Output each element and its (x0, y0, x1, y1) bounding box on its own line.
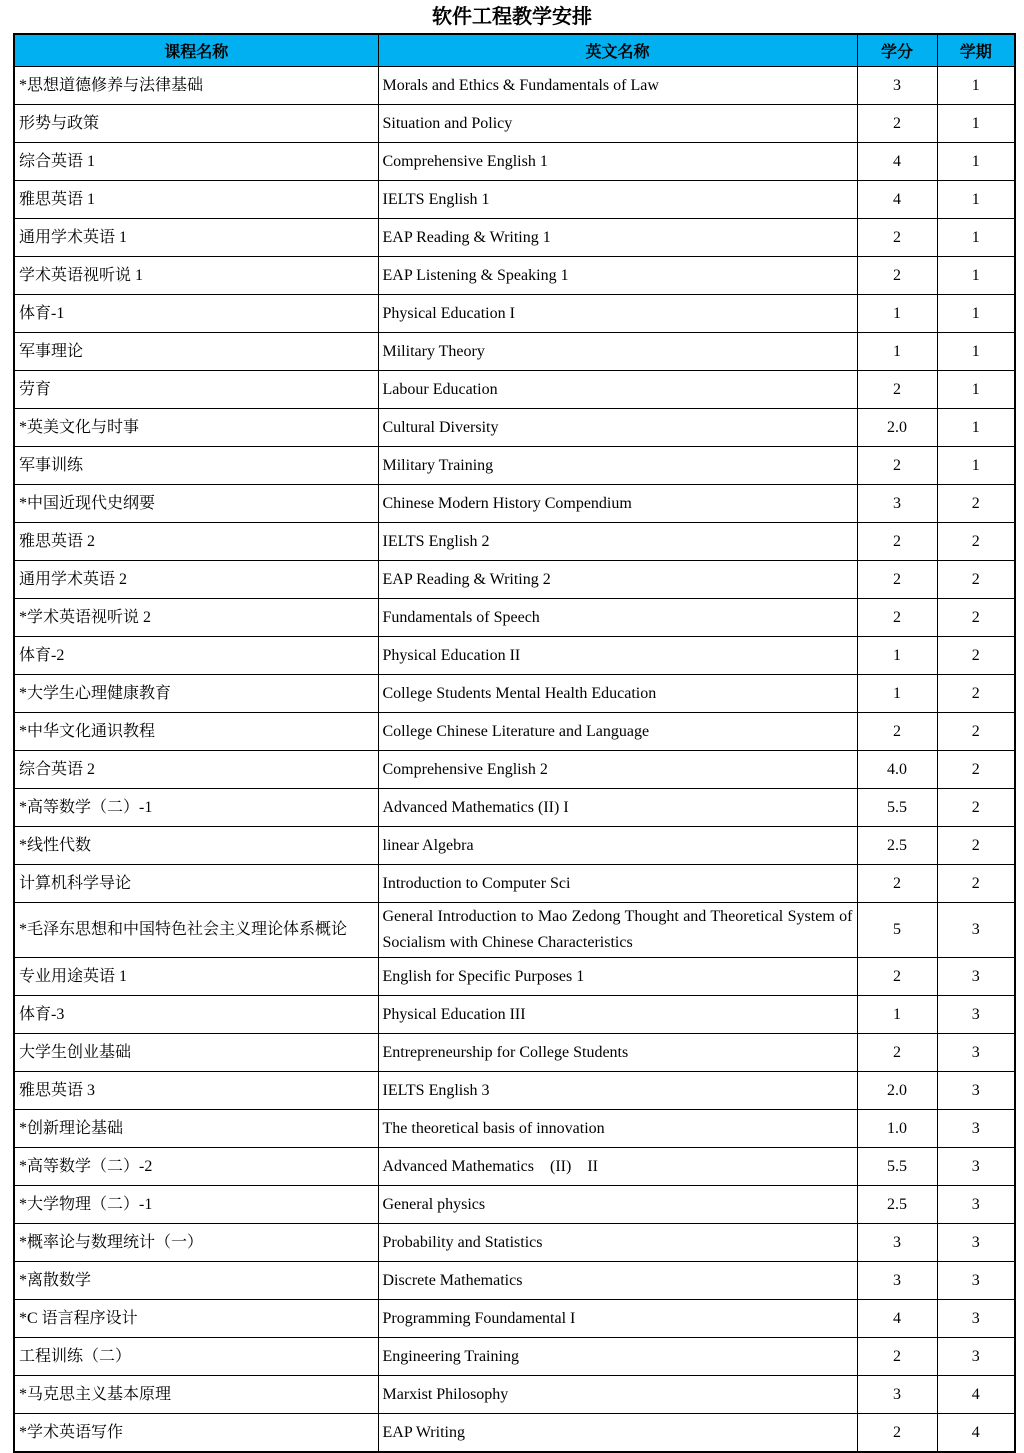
course-name-cell: *马克思主义基本原理 (14, 1376, 378, 1414)
semester-cell: 3 (937, 1110, 1015, 1148)
credits-cell: 2 (857, 447, 937, 485)
semester-cell: 2 (937, 561, 1015, 599)
english-name-cell: EAP Reading & Writing 1 (378, 219, 857, 257)
table-row (14, 789, 1015, 827)
semester-cell: 3 (937, 1072, 1015, 1110)
semester-cell: 1 (937, 257, 1015, 295)
semester-cell: 1 (937, 181, 1015, 219)
english-name-cell: College Students Mental Health Education (378, 675, 857, 713)
english-name-cell: Comprehensive English 2 (378, 751, 857, 789)
semester-cell: 1 (937, 409, 1015, 447)
credits-cell: 4 (857, 181, 937, 219)
course-name-cell: *英美文化与时事 (14, 409, 378, 447)
credits-cell: 1 (857, 333, 937, 371)
semester-cell: 2 (937, 751, 1015, 789)
table-row (14, 143, 1015, 181)
semester-cell: 1 (937, 219, 1015, 257)
table-row (14, 1224, 1015, 1262)
course-schedule-table (13, 33, 1016, 1453)
course-name-cell: 体育-2 (14, 637, 378, 675)
table-row (14, 1148, 1015, 1186)
english-name-cell: Programming Foundamental I (378, 1300, 857, 1338)
english-name-cell: Advanced Mathematics (II) II (378, 1148, 857, 1186)
table-row (14, 1376, 1015, 1414)
credits-cell: 1 (857, 637, 937, 675)
table-row (14, 827, 1015, 865)
table-row (14, 409, 1015, 447)
course-name-cell: *大学物理（二）-1 (14, 1186, 378, 1224)
credits-cell: 2 (857, 599, 937, 637)
semester-cell: 2 (937, 827, 1015, 865)
english-name-cell: Fundamentals of Speech (378, 599, 857, 637)
credits-cell: 2.0 (857, 409, 937, 447)
english-name-cell: IELTS English 3 (378, 1072, 857, 1110)
course-name-cell: 体育-1 (14, 295, 378, 333)
english-name-cell: Cultural Diversity (378, 409, 857, 447)
credits-cell: 2 (857, 219, 937, 257)
table-body (14, 67, 1015, 1453)
english-name-cell: Physical Education I (378, 295, 857, 333)
semester-cell: 1 (937, 67, 1015, 105)
column-header-semester: 学期 (937, 34, 1015, 67)
credits-cell: 2 (857, 523, 937, 561)
course-name-cell: 通用学术英语 2 (14, 561, 378, 599)
course-name-cell: 雅思英语 3 (14, 1072, 378, 1110)
table-row (14, 713, 1015, 751)
semester-cell: 2 (937, 599, 1015, 637)
credits-cell: 1 (857, 996, 937, 1034)
table-row (14, 996, 1015, 1034)
credits-cell: 2.5 (857, 827, 937, 865)
header-row (14, 34, 1015, 67)
semester-cell: 3 (937, 996, 1015, 1034)
course-name-cell: *大学生心理健康教育 (14, 675, 378, 713)
column-header-english-name: 英文名称 (378, 34, 857, 67)
table-row (14, 1414, 1015, 1453)
credits-cell: 2 (857, 713, 937, 751)
credits-cell: 3 (857, 1262, 937, 1300)
english-name-cell: Introduction to Computer Sci (378, 865, 857, 903)
semester-cell: 1 (937, 333, 1015, 371)
semester-cell: 1 (937, 447, 1015, 485)
credits-cell: 2 (857, 865, 937, 903)
semester-cell: 2 (937, 523, 1015, 561)
table-row (14, 561, 1015, 599)
semester-cell: 3 (937, 1186, 1015, 1224)
credits-cell: 2 (857, 257, 937, 295)
table-row (14, 865, 1015, 903)
table-row (14, 903, 1015, 958)
course-name-cell: 军事理论 (14, 333, 378, 371)
english-name-cell: English for Specific Purposes 1 (378, 958, 857, 996)
english-name-cell: The theoretical basis of innovation (378, 1110, 857, 1148)
english-name-cell: Advanced Mathematics (II) I (378, 789, 857, 827)
course-name-cell: *概率论与数理统计（一） (14, 1224, 378, 1262)
credits-cell: 2 (857, 105, 937, 143)
semester-cell: 3 (937, 903, 1015, 958)
semester-cell: 2 (937, 485, 1015, 523)
credits-cell: 1.0 (857, 1110, 937, 1148)
semester-cell: 1 (937, 143, 1015, 181)
english-name-cell: Discrete Mathematics (378, 1262, 857, 1300)
english-name-cell: Physical Education III (378, 996, 857, 1034)
course-name-cell: 专业用途英语 1 (14, 958, 378, 996)
credits-cell: 2 (857, 1414, 937, 1453)
semester-cell: 3 (937, 1148, 1015, 1186)
course-name-cell: *中华文化通识教程 (14, 713, 378, 751)
course-name-cell: 大学生创业基础 (14, 1034, 378, 1072)
english-name-cell: EAP Writing (378, 1414, 857, 1453)
credits-cell: 5 (857, 903, 937, 958)
course-name-cell: *高等数学（二）-2 (14, 1148, 378, 1186)
course-name-cell: *线性代数 (14, 827, 378, 865)
course-name-cell: *毛泽东思想和中国特色社会主义理论体系概论 (14, 903, 378, 958)
credits-cell: 1 (857, 295, 937, 333)
table-row (14, 1072, 1015, 1110)
table-row (14, 637, 1015, 675)
course-name-cell: 军事训练 (14, 447, 378, 485)
english-name-cell: Probability and Statistics (378, 1224, 857, 1262)
semester-cell: 2 (937, 865, 1015, 903)
table-row (14, 485, 1015, 523)
table-row (14, 257, 1015, 295)
semester-cell: 4 (937, 1376, 1015, 1414)
credits-cell: 3 (857, 1376, 937, 1414)
course-name-cell: 综合英语 1 (14, 143, 378, 181)
course-name-cell: 综合英语 2 (14, 751, 378, 789)
table-row (14, 67, 1015, 105)
semester-cell: 2 (937, 713, 1015, 751)
course-name-cell: 体育-3 (14, 996, 378, 1034)
table-row (14, 447, 1015, 485)
english-name-cell: Entrepreneurship for College Students (378, 1034, 857, 1072)
course-name-cell: *离散数学 (14, 1262, 378, 1300)
english-name-cell: Military Theory (378, 333, 857, 371)
english-name-cell: IELTS English 2 (378, 523, 857, 561)
table-row (14, 1300, 1015, 1338)
english-name-cell: Morals and Ethics & Fundamentals of Law (378, 67, 857, 105)
semester-cell: 1 (937, 105, 1015, 143)
english-name-cell: EAP Reading & Writing 2 (378, 561, 857, 599)
course-name-cell: 雅思英语 2 (14, 523, 378, 561)
course-name-cell: *中国近现代史纲要 (14, 485, 378, 523)
credits-cell: 4 (857, 1300, 937, 1338)
english-name-cell: Chinese Modern History Compendium (378, 485, 857, 523)
credits-cell: 2 (857, 958, 937, 996)
course-name-cell: *创新理论基础 (14, 1110, 378, 1148)
course-name-cell: 通用学术英语 1 (14, 219, 378, 257)
semester-cell: 3 (937, 1300, 1015, 1338)
table-row (14, 599, 1015, 637)
english-name-cell: Situation and Policy (378, 105, 857, 143)
table-row (14, 1186, 1015, 1224)
english-name-cell: IELTS English 1 (378, 181, 857, 219)
english-name-cell: Physical Education II (378, 637, 857, 675)
english-name-cell: Comprehensive English 1 (378, 143, 857, 181)
english-name-cell: College Chinese Literature and Language (378, 713, 857, 751)
credits-cell: 3 (857, 1224, 937, 1262)
credits-cell: 2 (857, 371, 937, 409)
english-name-cell: Labour Education (378, 371, 857, 409)
semester-cell: 1 (937, 295, 1015, 333)
table-row (14, 295, 1015, 333)
course-name-cell: 工程训练（二） (14, 1338, 378, 1376)
semester-cell: 2 (937, 637, 1015, 675)
semester-cell: 3 (937, 1224, 1015, 1262)
course-name-cell: 计算机科学导论 (14, 865, 378, 903)
credits-cell: 1 (857, 675, 937, 713)
table-row (14, 181, 1015, 219)
english-name-cell: General physics (378, 1186, 857, 1224)
table-row (14, 1110, 1015, 1148)
credits-cell: 2.5 (857, 1186, 937, 1224)
course-name-cell: 劳育 (14, 371, 378, 409)
semester-cell: 3 (937, 958, 1015, 996)
english-name-cell: Engineering Training (378, 1338, 857, 1376)
credits-cell: 4 (857, 143, 937, 181)
course-name-cell: *学术英语写作 (14, 1414, 378, 1453)
english-name-cell: EAP Listening & Speaking 1 (378, 257, 857, 295)
semester-cell: 2 (937, 789, 1015, 827)
column-header-course-name: 课程名称 (14, 34, 378, 67)
table-row (14, 1338, 1015, 1376)
english-name-cell: linear Algebra (378, 827, 857, 865)
course-name-cell: 学术英语视听说 1 (14, 257, 378, 295)
table-row (14, 105, 1015, 143)
credits-cell: 2.0 (857, 1072, 937, 1110)
credits-cell: 4.0 (857, 751, 937, 789)
semester-cell: 3 (937, 1338, 1015, 1376)
credits-cell: 5.5 (857, 789, 937, 827)
table-row (14, 333, 1015, 371)
credits-cell: 2 (857, 561, 937, 599)
page-title: 软件工程教学安排 (432, 4, 592, 28)
credits-cell: 3 (857, 485, 937, 523)
credits-cell: 2 (857, 1034, 937, 1072)
table-row (14, 958, 1015, 996)
semester-cell: 3 (937, 1262, 1015, 1300)
credits-cell: 2 (857, 1338, 937, 1376)
course-name-cell: *思想道德修养与法律基础 (14, 67, 378, 105)
course-name-cell: 雅思英语 1 (14, 181, 378, 219)
english-name-cell: General Introduction to Mao Zedong Thought and Theoretical System of Socialism with Chinese Characteristics (378, 903, 857, 958)
english-name-cell: Military Training (378, 447, 857, 485)
semester-cell: 2 (937, 675, 1015, 713)
table-row (14, 1262, 1015, 1300)
table-row (14, 371, 1015, 409)
course-name-cell: *高等数学（二）-1 (14, 789, 378, 827)
semester-cell: 4 (937, 1414, 1015, 1453)
table-row (14, 219, 1015, 257)
table-row (14, 675, 1015, 713)
column-header-credits: 学分 (857, 34, 937, 67)
table-row (14, 523, 1015, 561)
course-name-cell: *C 语言程序设计 (14, 1300, 378, 1338)
table-row (14, 751, 1015, 789)
credits-cell: 3 (857, 67, 937, 105)
table-row (14, 1034, 1015, 1072)
credits-cell: 5.5 (857, 1148, 937, 1186)
course-name-cell: 形势与政策 (14, 105, 378, 143)
semester-cell: 1 (937, 371, 1015, 409)
english-name-cell: Marxist Philosophy (378, 1376, 857, 1414)
course-name-cell: *学术英语视听说 2 (14, 599, 378, 637)
semester-cell: 3 (937, 1034, 1015, 1072)
